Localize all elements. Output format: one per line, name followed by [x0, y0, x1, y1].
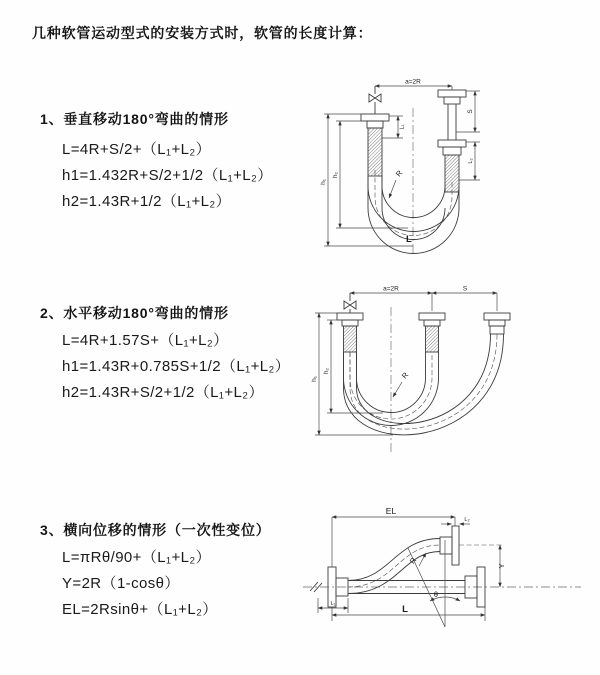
pipe-assembly-right	[438, 90, 466, 192]
dimension-l1	[382, 116, 406, 138]
dim-label-h1: h₁	[311, 376, 318, 382]
section-3-formula-Y: Y=2R（1-cosθ）	[62, 575, 180, 592]
dim-label-h2: h₂	[332, 171, 339, 179]
dim-label-a2r: a=2R	[383, 285, 399, 293]
section-1-heading: 1、垂直移动180°弯曲的情形	[40, 111, 229, 127]
dim-label-s: S	[462, 285, 468, 293]
section-2-formula-h1: h1=1.43R+0.785S+1/2（L₁+L₂）	[62, 358, 291, 375]
page-title: 几种软管运动型式的安装方式时，软管的长度计算：	[32, 25, 373, 41]
dimension-el	[332, 506, 455, 567]
dimension-h1	[320, 114, 413, 246]
section-2-formula-h2: h2=1.43R+S/2+1/2（L₁+L₂）	[62, 384, 264, 401]
dimension-y	[497, 545, 506, 587]
section-2-heading: 2、水平移动180°弯曲的情形	[40, 305, 229, 321]
valve-icon	[369, 86, 381, 114]
section-1-formula-L: L=4R+S/2+（L₁+L₂）	[62, 141, 212, 158]
valve-icon	[344, 293, 356, 313]
diagram-horizontal-180-bend	[305, 283, 580, 458]
pipe-assembly-middle	[419, 313, 445, 352]
dim-label-r: R	[393, 168, 405, 179]
dimension-l2	[459, 142, 480, 180]
dimension-top-span	[350, 286, 497, 312]
dimension-l1	[318, 598, 348, 613]
section-3-formula-EL: EL=2Rsinθ+（L₁+L₂）	[62, 601, 218, 618]
dim-label-h1: h₁	[320, 179, 327, 185]
dim-label-a2r: a=2R	[405, 78, 421, 86]
dim-label-l1: L₁	[330, 601, 336, 607]
pipe-assembly-left	[361, 114, 389, 176]
section-3-formula-L: L=πRθ/90+（L₁+L₂）	[62, 549, 211, 566]
dim-label-theta: θ	[433, 590, 439, 599]
dim-label-l1: L₁	[399, 124, 406, 130]
dim-label-length: L	[402, 604, 408, 615]
dim-label-el: EL	[385, 506, 397, 516]
section-2-formula-L: L=4R+1.57S+（L₁+L₂）	[62, 332, 229, 349]
dim-label-s: S	[467, 109, 474, 114]
dim-label-l2: L₂	[464, 517, 470, 523]
section-3-heading: 3、横向位移的情形（一次性变位）	[40, 522, 271, 538]
section-1-formula-h1: h1=1.432R+S/2+1/2（L₁+L₂）	[62, 167, 273, 184]
dim-label-y: Y	[497, 563, 506, 569]
dim-label-h2: h₂	[323, 367, 330, 375]
dim-label-r: R	[399, 370, 411, 381]
pipe-assembly-left	[337, 313, 363, 352]
dimension-top-span	[375, 79, 452, 91]
radius-callout	[389, 168, 405, 198]
dim-label-length: L	[406, 234, 412, 245]
radius-callout	[393, 370, 411, 397]
dim-label-r: R	[407, 555, 419, 566]
section-1-formula-h2: h2=1.43R+1/2（L₁+L₂）	[62, 193, 232, 210]
diagram-lateral-displacement	[295, 500, 585, 650]
dim-label-l2: L₂	[468, 158, 474, 164]
hose-s-curve-displaced	[348, 526, 503, 594]
pipe-assembly-right-moved	[484, 313, 510, 334]
dimension-l2	[441, 517, 470, 524]
diagram-vertical-180-bend	[310, 70, 570, 260]
dimension-l	[332, 604, 485, 621]
